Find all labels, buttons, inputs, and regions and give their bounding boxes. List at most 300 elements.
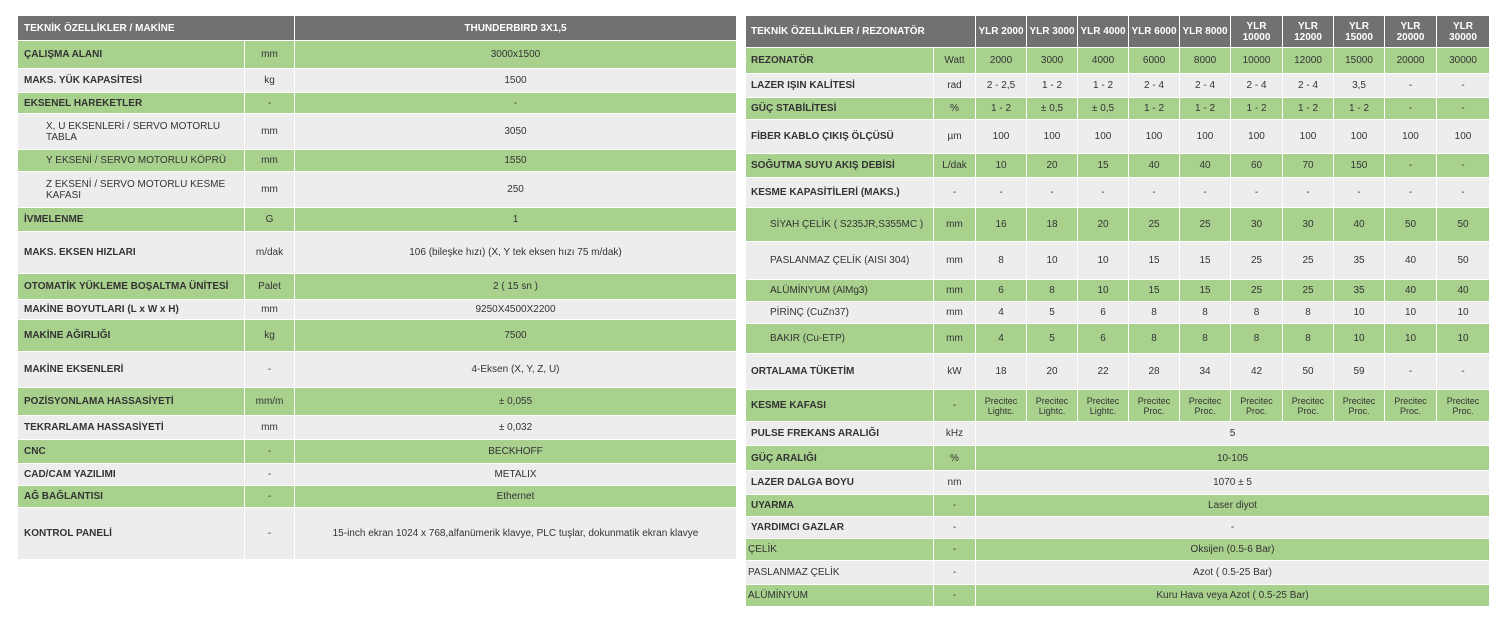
spec-value: - — [1385, 74, 1437, 98]
cutting-head-text: Proc. — [1194, 405, 1216, 416]
spec-unit: kg — [245, 69, 295, 93]
spec-value: 70 — [1283, 154, 1334, 178]
spec-unit: µm — [934, 120, 976, 154]
table-row — [746, 280, 1490, 302]
spec-label: SOĞUTMA SUYU AKIŞ DEBİSİ — [746, 154, 934, 178]
spec-value: 2 - 4 — [1231, 74, 1283, 98]
spec-unit: mm — [245, 114, 295, 150]
spec-value: - — [1385, 154, 1437, 178]
model-header: YLR 6000 — [1129, 16, 1180, 48]
resonator-table-title: TEKNİK ÖZELLİKLER / REZONATÖR — [746, 16, 976, 48]
spec-value: - — [1027, 178, 1078, 208]
spec-value: - — [295, 93, 737, 114]
spec-value: 30000 — [1437, 48, 1490, 74]
cutting-head-text: Precitec — [1446, 395, 1480, 406]
spec-value: 15-inch ekran 1024 x 768,alfanümerik klavye, PLC tuşlar, dokunmatik ekran klavye — [295, 508, 737, 560]
spec-label: ÇELİK — [746, 539, 934, 561]
spec-value: 34 — [1180, 354, 1231, 390]
spec-value: 25 — [1129, 208, 1180, 242]
spec-value: 4 — [976, 302, 1027, 324]
spec-unit: - — [245, 508, 295, 560]
spec-value: 8 — [1283, 302, 1334, 324]
spec-value: 4000 — [1078, 48, 1129, 74]
spec-unit: mm — [934, 208, 976, 242]
spec-value: Laser diyot — [976, 495, 1490, 517]
cutting-head-text: Proc. — [1297, 405, 1319, 416]
spec-label: LAZER DALGA BOYU — [746, 471, 934, 495]
table-row — [18, 352, 737, 388]
spec-value: - — [1437, 74, 1490, 98]
spec-value: 35 — [1334, 280, 1385, 302]
table-row — [746, 495, 1490, 517]
machine-model-header: THUNDERBIRD 3X1,5 — [295, 16, 737, 41]
spec-label: UYARMA — [746, 495, 934, 517]
spec-value: - — [1180, 178, 1231, 208]
spec-value: 100 — [1385, 120, 1437, 154]
spec-value: 10 — [1027, 242, 1078, 280]
spec-label: CAD/CAM YAZILIMI — [18, 464, 245, 486]
spec-value: METALIX — [295, 464, 737, 486]
spec-value: - — [1385, 178, 1437, 208]
spec-label: MAKS. YÜK KAPASİTESİ — [18, 69, 245, 93]
table-row — [746, 178, 1490, 208]
table-row — [18, 69, 737, 93]
spec-value: 10 — [1437, 324, 1490, 354]
spec-value: Kuru Hava veya Azot ( 0.5-25 Bar) — [976, 585, 1490, 607]
table-row — [18, 172, 737, 208]
spec-value: 15 — [1180, 280, 1231, 302]
spec-value: 100 — [1437, 120, 1490, 154]
spec-value: 40 — [1334, 208, 1385, 242]
spec-value: - — [1437, 154, 1490, 178]
cutting-head-text: Precitec — [1342, 395, 1376, 406]
spec-value: ± 0,5 — [1027, 98, 1078, 120]
spec-value: 18 — [976, 354, 1027, 390]
spec-value: 8000 — [1180, 48, 1231, 74]
model-header: YLR 3000 — [1027, 16, 1078, 48]
spec-unit: - — [245, 93, 295, 114]
spec-value: 4-Eksen (X, Y, Z, U) — [295, 352, 737, 388]
spec-value: Azot ( 0.5-25 Bar) — [976, 561, 1490, 585]
spec-value: 15 — [1129, 242, 1180, 280]
table-row — [746, 585, 1490, 607]
spec-value: 10 — [1334, 302, 1385, 324]
spec-value: 8 — [1129, 302, 1180, 324]
cutting-head-text: Proc. — [1400, 405, 1422, 416]
cutting-head-text: Precitec — [984, 395, 1018, 406]
spec-value — [1231, 390, 1283, 422]
spec-value: 6 — [1078, 302, 1129, 324]
spec-value: - — [1385, 98, 1437, 120]
spec-label: ALÜMİNYUM (AlMg3) — [746, 280, 934, 302]
spec-value: 12000 — [1283, 48, 1334, 74]
spec-unit: - — [934, 539, 976, 561]
spec-value: 3000x1500 — [295, 41, 737, 69]
table-row — [18, 41, 737, 69]
spec-value: - — [976, 178, 1027, 208]
spec-value: 20 — [1078, 208, 1129, 242]
table-row — [746, 324, 1490, 354]
spec-unit: kg — [245, 320, 295, 352]
spec-unit: mm — [245, 41, 295, 69]
spec-value: 35 — [1334, 242, 1385, 280]
table-row — [18, 486, 737, 508]
spec-value: 1070 ± 5 — [976, 471, 1490, 495]
spec-label: EKSENEL HAREKETLER — [18, 93, 245, 114]
spec-value: 40 — [1129, 154, 1180, 178]
spec-label: SİYAH ÇELİK ( S235JR,S355MC ) — [746, 208, 934, 242]
spec-unit: mm/m — [245, 388, 295, 416]
table-row — [746, 302, 1490, 324]
spec-label: OTOMATİK YÜKLEME BOŞALTMA ÜNİTESİ — [18, 274, 245, 300]
spec-value: 15 — [1129, 280, 1180, 302]
spec-value: - — [1129, 178, 1180, 208]
spec-value: 3050 — [295, 114, 737, 150]
spec-label: Y EKSENİ / SERVO MOTORLU KÖPRÜ — [18, 150, 245, 172]
spec-value: ± 0,5 — [1078, 98, 1129, 120]
spec-unit: mm — [245, 416, 295, 440]
table-row — [18, 388, 737, 416]
spec-value: 25 — [1231, 242, 1283, 280]
spec-value: 8 — [1129, 324, 1180, 354]
spec-value: 25 — [1283, 280, 1334, 302]
table-row — [746, 539, 1490, 561]
spec-label: POZİSYONLAMA HASSASİYETİ — [18, 388, 245, 416]
table-row — [746, 390, 1490, 422]
spec-value: 8 — [1231, 324, 1283, 354]
model-header: YLR 2000 — [976, 16, 1027, 48]
table-row — [746, 422, 1490, 446]
spec-label: BAKIR (Cu-ETP) — [746, 324, 934, 354]
spec-value: 10 — [1078, 242, 1129, 280]
spec-unit: mm — [934, 280, 976, 302]
spec-value: - — [1385, 354, 1437, 390]
spec-value: 1500 — [295, 69, 737, 93]
spec-value: 6000 — [1129, 48, 1180, 74]
spec-value: - — [1334, 178, 1385, 208]
spec-label: MAKS. EKSEN HIZLARI — [18, 232, 245, 274]
spec-value: 1 - 2 — [1027, 74, 1078, 98]
spec-value: 1 - 2 — [1180, 98, 1231, 120]
table-row — [18, 508, 737, 560]
cutting-head-text: Precitec — [1137, 395, 1171, 406]
spec-value: 42 — [1231, 354, 1283, 390]
spec-label: KONTROL PANELİ — [18, 508, 245, 560]
table-row — [18, 300, 737, 320]
table-row — [18, 150, 737, 172]
spec-value: 1 - 2 — [1078, 74, 1129, 98]
spec-value — [1334, 390, 1385, 422]
spec-value: 2 - 4 — [1283, 74, 1334, 98]
spec-value: 10 — [1334, 324, 1385, 354]
spec-value: 9250X4500X2200 — [295, 300, 737, 320]
spec-value: 30 — [1283, 208, 1334, 242]
table-row — [18, 416, 737, 440]
spec-value: 8 — [1027, 280, 1078, 302]
spec-value: 10 — [1078, 280, 1129, 302]
spec-value: 4 — [976, 324, 1027, 354]
spec-label: KESME KAPASİTİLERİ (MAKS.) — [746, 178, 934, 208]
spec-unit: rad — [934, 74, 976, 98]
spec-unit: mm — [245, 172, 295, 208]
spec-value: - — [1437, 354, 1490, 390]
spec-value: 8 — [1180, 302, 1231, 324]
spec-value: 1 - 2 — [1283, 98, 1334, 120]
spec-value: - — [1231, 178, 1283, 208]
spec-value: 10 — [976, 154, 1027, 178]
spec-value — [1078, 390, 1129, 422]
spec-value: 1 - 2 — [1334, 98, 1385, 120]
spec-unit: mm — [245, 150, 295, 172]
spec-value: 10 — [1385, 324, 1437, 354]
spec-unit: L/dak — [934, 154, 976, 178]
spec-value: 8 — [1231, 302, 1283, 324]
spec-value: 2 ( 15 sn ) — [295, 274, 737, 300]
spec-value — [1129, 390, 1180, 422]
machine-table-title: TEKNİK ÖZELLİKLER / MAKİNE — [18, 16, 295, 41]
spec-value: 7500 — [295, 320, 737, 352]
table-row — [18, 274, 737, 300]
spec-unit: - — [934, 178, 976, 208]
table-row — [746, 120, 1490, 154]
spec-value: 100 — [1231, 120, 1283, 154]
spec-unit: kW — [934, 354, 976, 390]
spec-value: 5 — [1027, 302, 1078, 324]
spec-unit: mm — [934, 324, 976, 354]
table-row — [746, 98, 1490, 120]
spec-value: 100 — [1129, 120, 1180, 154]
spec-value: 40 — [1180, 154, 1231, 178]
spec-unit: - — [245, 464, 295, 486]
table-row — [746, 561, 1490, 585]
model-header: YLR 20000 — [1385, 16, 1437, 48]
spec-unit: - — [934, 561, 976, 585]
spec-value — [1437, 390, 1490, 422]
spec-unit: G — [245, 208, 295, 232]
spec-label: AĞ BAĞLANTISI — [18, 486, 245, 508]
spec-label: KESME KAFASI — [746, 390, 934, 422]
spec-value: 50 — [1437, 242, 1490, 280]
spec-value: 100 — [1078, 120, 1129, 154]
spec-value: - — [1437, 178, 1490, 208]
spec-value: 25 — [1231, 280, 1283, 302]
spec-label: MAKİNE EKSENLERİ — [18, 352, 245, 388]
spec-unit: m/dak — [245, 232, 295, 274]
spec-value: 40 — [1437, 280, 1490, 302]
cutting-head-text: Precitec — [1086, 395, 1120, 406]
spec-value: 5 — [976, 422, 1490, 446]
spec-value — [1180, 390, 1231, 422]
spec-label: FİBER KABLO ÇIKIŞ ÖLÇÜSÜ — [746, 120, 934, 154]
spec-value: 15 — [1180, 242, 1231, 280]
spec-value: Oksijen (0.5-6 Bar) — [976, 539, 1490, 561]
spec-value: - — [976, 517, 1490, 539]
machine-spec-table — [17, 15, 737, 560]
spec-value: 10 — [1437, 302, 1490, 324]
spec-unit: - — [934, 517, 976, 539]
table-row — [18, 232, 737, 274]
cutting-head-text: Precitec — [1240, 395, 1273, 406]
model-header: YLR 10000 — [1231, 16, 1283, 48]
spec-unit: kHz — [934, 422, 976, 446]
spec-value: 150 — [1334, 154, 1385, 178]
cutting-head-text: Proc. — [1246, 405, 1268, 416]
model-header: YLR 15000 — [1334, 16, 1385, 48]
spec-value: 10 — [1385, 302, 1437, 324]
table-row — [746, 517, 1490, 539]
cutting-head-text: Precitec — [1188, 395, 1222, 406]
spec-value: 106 (bileşke hızı) (X, Y tek eksen hızı 75 m/dak) — [295, 232, 737, 274]
spec-value: 8 — [1180, 324, 1231, 354]
spec-value: 20000 — [1385, 48, 1437, 74]
spec-label: YARDIMCI GAZLAR — [746, 517, 934, 539]
spec-unit: - — [934, 585, 976, 607]
spec-value — [1385, 390, 1437, 422]
spec-value: 15000 — [1334, 48, 1385, 74]
spec-value: 59 — [1334, 354, 1385, 390]
spec-label: PİRİNÇ (CuZn37) — [746, 302, 934, 324]
spec-value: 100 — [1027, 120, 1078, 154]
spec-value: - — [1283, 178, 1334, 208]
spec-value: 30 — [1231, 208, 1283, 242]
spec-value: 5 — [1027, 324, 1078, 354]
spec-value: 2 - 4 — [1129, 74, 1180, 98]
spec-value: 100 — [1180, 120, 1231, 154]
spec-label: MAKİNE BOYUTLARI (L x W x H) — [18, 300, 245, 320]
table-row — [746, 48, 1490, 74]
spec-value: 1 - 2 — [976, 98, 1027, 120]
spec-label: GÜÇ ARALIĞI — [746, 446, 934, 471]
spec-value: 3,5 — [1334, 74, 1385, 98]
spec-unit: Palet — [245, 274, 295, 300]
spec-value: 2 - 2,5 — [976, 74, 1027, 98]
model-header: YLR 4000 — [1078, 16, 1129, 48]
spec-value: 50 — [1385, 208, 1437, 242]
spec-label: REZONATÖR — [746, 48, 934, 74]
spec-label: CNC — [18, 440, 245, 464]
table-row — [746, 208, 1490, 242]
cutting-head-text: Proc. — [1143, 405, 1165, 416]
spec-label: X, U EKSENLERİ / SERVO MOTORLU TABLA — [18, 114, 245, 150]
table-row — [746, 242, 1490, 280]
spec-value: Ethernet — [295, 486, 737, 508]
table-row — [18, 114, 737, 150]
cutting-head-text: Precitec — [1394, 395, 1427, 406]
spec-value: 22 — [1078, 354, 1129, 390]
spec-value: 10000 — [1231, 48, 1283, 74]
spec-value — [1283, 390, 1334, 422]
spec-value — [976, 390, 1027, 422]
model-header: YLR 30000 — [1437, 16, 1490, 48]
spec-value: 8 — [1283, 324, 1334, 354]
spec-value: 250 — [295, 172, 737, 208]
spec-unit: Watt — [934, 48, 976, 74]
spec-value: 6 — [976, 280, 1027, 302]
spec-value: 3000 — [1027, 48, 1078, 74]
spec-value: 2000 — [976, 48, 1027, 74]
table-row — [746, 446, 1490, 471]
table-row — [746, 74, 1490, 98]
model-header: YLR 8000 — [1180, 16, 1231, 48]
cutting-head-text: Precitec — [1035, 395, 1069, 406]
spec-value: 20 — [1027, 354, 1078, 390]
spec-unit: - — [934, 390, 976, 422]
spec-unit: % — [934, 446, 976, 471]
spec-label: İVMELENME — [18, 208, 245, 232]
spec-value: - — [1437, 98, 1490, 120]
spec-value: ± 0,055 — [295, 388, 737, 416]
spec-value: 8 — [976, 242, 1027, 280]
spec-unit: mm — [934, 242, 976, 280]
spec-value: 16 — [976, 208, 1027, 242]
spec-unit: mm — [245, 300, 295, 320]
spec-unit: % — [934, 98, 976, 120]
spec-value: 20 — [1027, 154, 1078, 178]
spec-value: 100 — [976, 120, 1027, 154]
resonator-spec-table — [745, 15, 1490, 607]
spec-value: 100 — [1283, 120, 1334, 154]
spec-unit: - — [245, 440, 295, 464]
spec-value: 25 — [1180, 208, 1231, 242]
cutting-head-text: Lightc. — [987, 405, 1015, 416]
cutting-head-text: Lightc. — [1089, 405, 1117, 416]
spec-value: 1 — [295, 208, 737, 232]
spec-unit: - — [245, 352, 295, 388]
table-row — [18, 440, 737, 464]
spec-value: 40 — [1385, 242, 1437, 280]
spec-unit: - — [245, 486, 295, 508]
table-row — [18, 464, 737, 486]
spec-value: 25 — [1283, 242, 1334, 280]
spec-value — [1027, 390, 1078, 422]
spec-label: PASLANMAZ ÇELİK — [746, 561, 934, 585]
spec-unit: nm — [934, 471, 976, 495]
spec-label: TEKRARLAMA HASSASİYETİ — [18, 416, 245, 440]
spec-value: 15 — [1078, 154, 1129, 178]
spec-label: ÇALIŞMA ALANI — [18, 41, 245, 69]
spec-label: ALÜMİNYUM — [746, 585, 934, 607]
table-row — [746, 471, 1490, 495]
spec-value: 100 — [1334, 120, 1385, 154]
spec-value: ± 0,032 — [295, 416, 737, 440]
spec-value: 40 — [1385, 280, 1437, 302]
spec-value: 1 - 2 — [1231, 98, 1283, 120]
cutting-head-text: Precitec — [1291, 395, 1325, 406]
spec-value: 6 — [1078, 324, 1129, 354]
spec-value: 18 — [1027, 208, 1078, 242]
spec-label: PULSE FREKANS ARALIĞI — [746, 422, 934, 446]
spec-label: LAZER IŞIN KALİTESİ — [746, 74, 934, 98]
spec-value: BECKHOFF — [295, 440, 737, 464]
table-row — [18, 320, 737, 352]
spec-value: 1550 — [295, 150, 737, 172]
spec-unit: - — [934, 495, 976, 517]
cutting-head-text: Proc. — [1452, 405, 1474, 416]
table-row — [18, 93, 737, 114]
cutting-head-text: Proc. — [1348, 405, 1370, 416]
table-row — [18, 208, 737, 232]
spec-label: GÜÇ STABİLİTESİ — [746, 98, 934, 120]
spec-value: 60 — [1231, 154, 1283, 178]
table-row — [746, 154, 1490, 178]
spec-value: 1 - 2 — [1129, 98, 1180, 120]
table-row — [746, 354, 1490, 390]
spec-value: 50 — [1283, 354, 1334, 390]
spec-value: 50 — [1437, 208, 1490, 242]
spec-label: PASLANMAZ ÇELİK (AISI 304) — [746, 242, 934, 280]
spec-value: 28 — [1129, 354, 1180, 390]
spec-value: 10-105 — [976, 446, 1490, 471]
